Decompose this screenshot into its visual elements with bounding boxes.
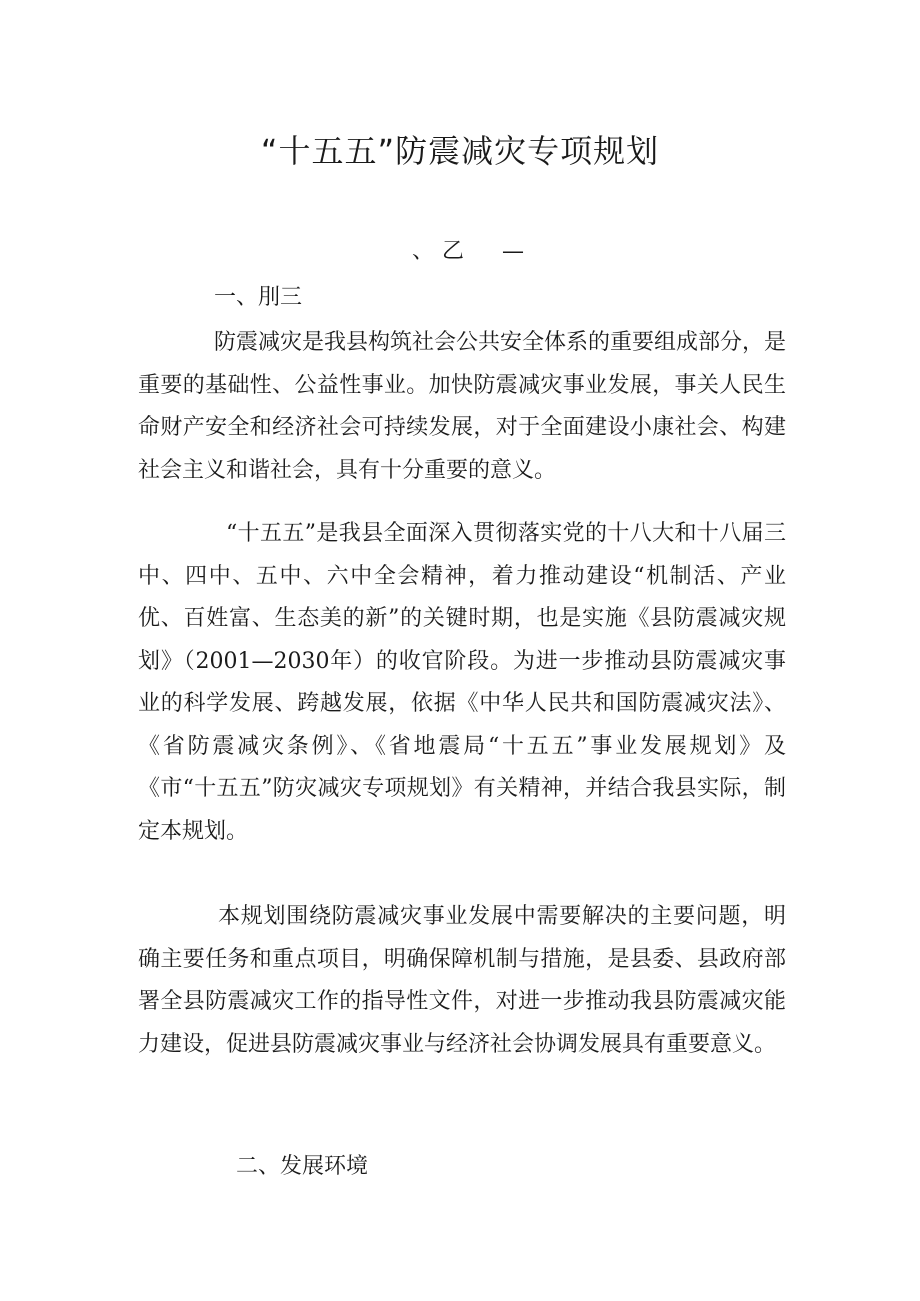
section-heading-environment: 二、发展环境: [236, 1154, 369, 1179]
document-title: “十五五”防震减灾专项规划: [260, 132, 660, 170]
paragraph-1: 防震减灾是我县构筑社会公共安全体系的重要组成部分，是重要的基础性、公益性事业。加快防震减灾事业发展，事关人民生命财产安全和经济社会可持续发展，对于全面建设小康社会、构建社会主义和谐社会，具有十分重要的意义。: [138, 330, 787, 483]
section-heading-preface: 一、刖三: [214, 285, 303, 310]
section-marker: 、乙 —: [412, 239, 533, 264]
paragraph-2: “十五五”是我县全面深入贯彻落实党的十八大和十八届三中、四中、五中、六中全会精神，着力推动建设“机制活、产业优、百姓富、生态美的新”的关键时期，也是实施《县防震减灾规划》（2001—2030年）的收官阶段。为进一步推动县防震减灾事业的科学发展、跨越发展，依据《中华人民共和国防震减灾法》、《省防震减灾条例》、《省地震局“十五五”事业发展规划》及《市“十五五”防灾减灾专项规划》有关精神，并结合我县实际，制定本规划。: [138, 521, 786, 844]
paragraph-3: 本规划围绕防震减灾事业发展中需要解决的主要问题，明确主要任务和重点项目，明确保障机制与措施，是县委、县政府部署全县防震减灾工作的指导性文件，对进一步推动我县防震减灾能力建设，促进县防震减灾事业与经济社会协调发展具有重要意义。: [138, 904, 786, 1057]
